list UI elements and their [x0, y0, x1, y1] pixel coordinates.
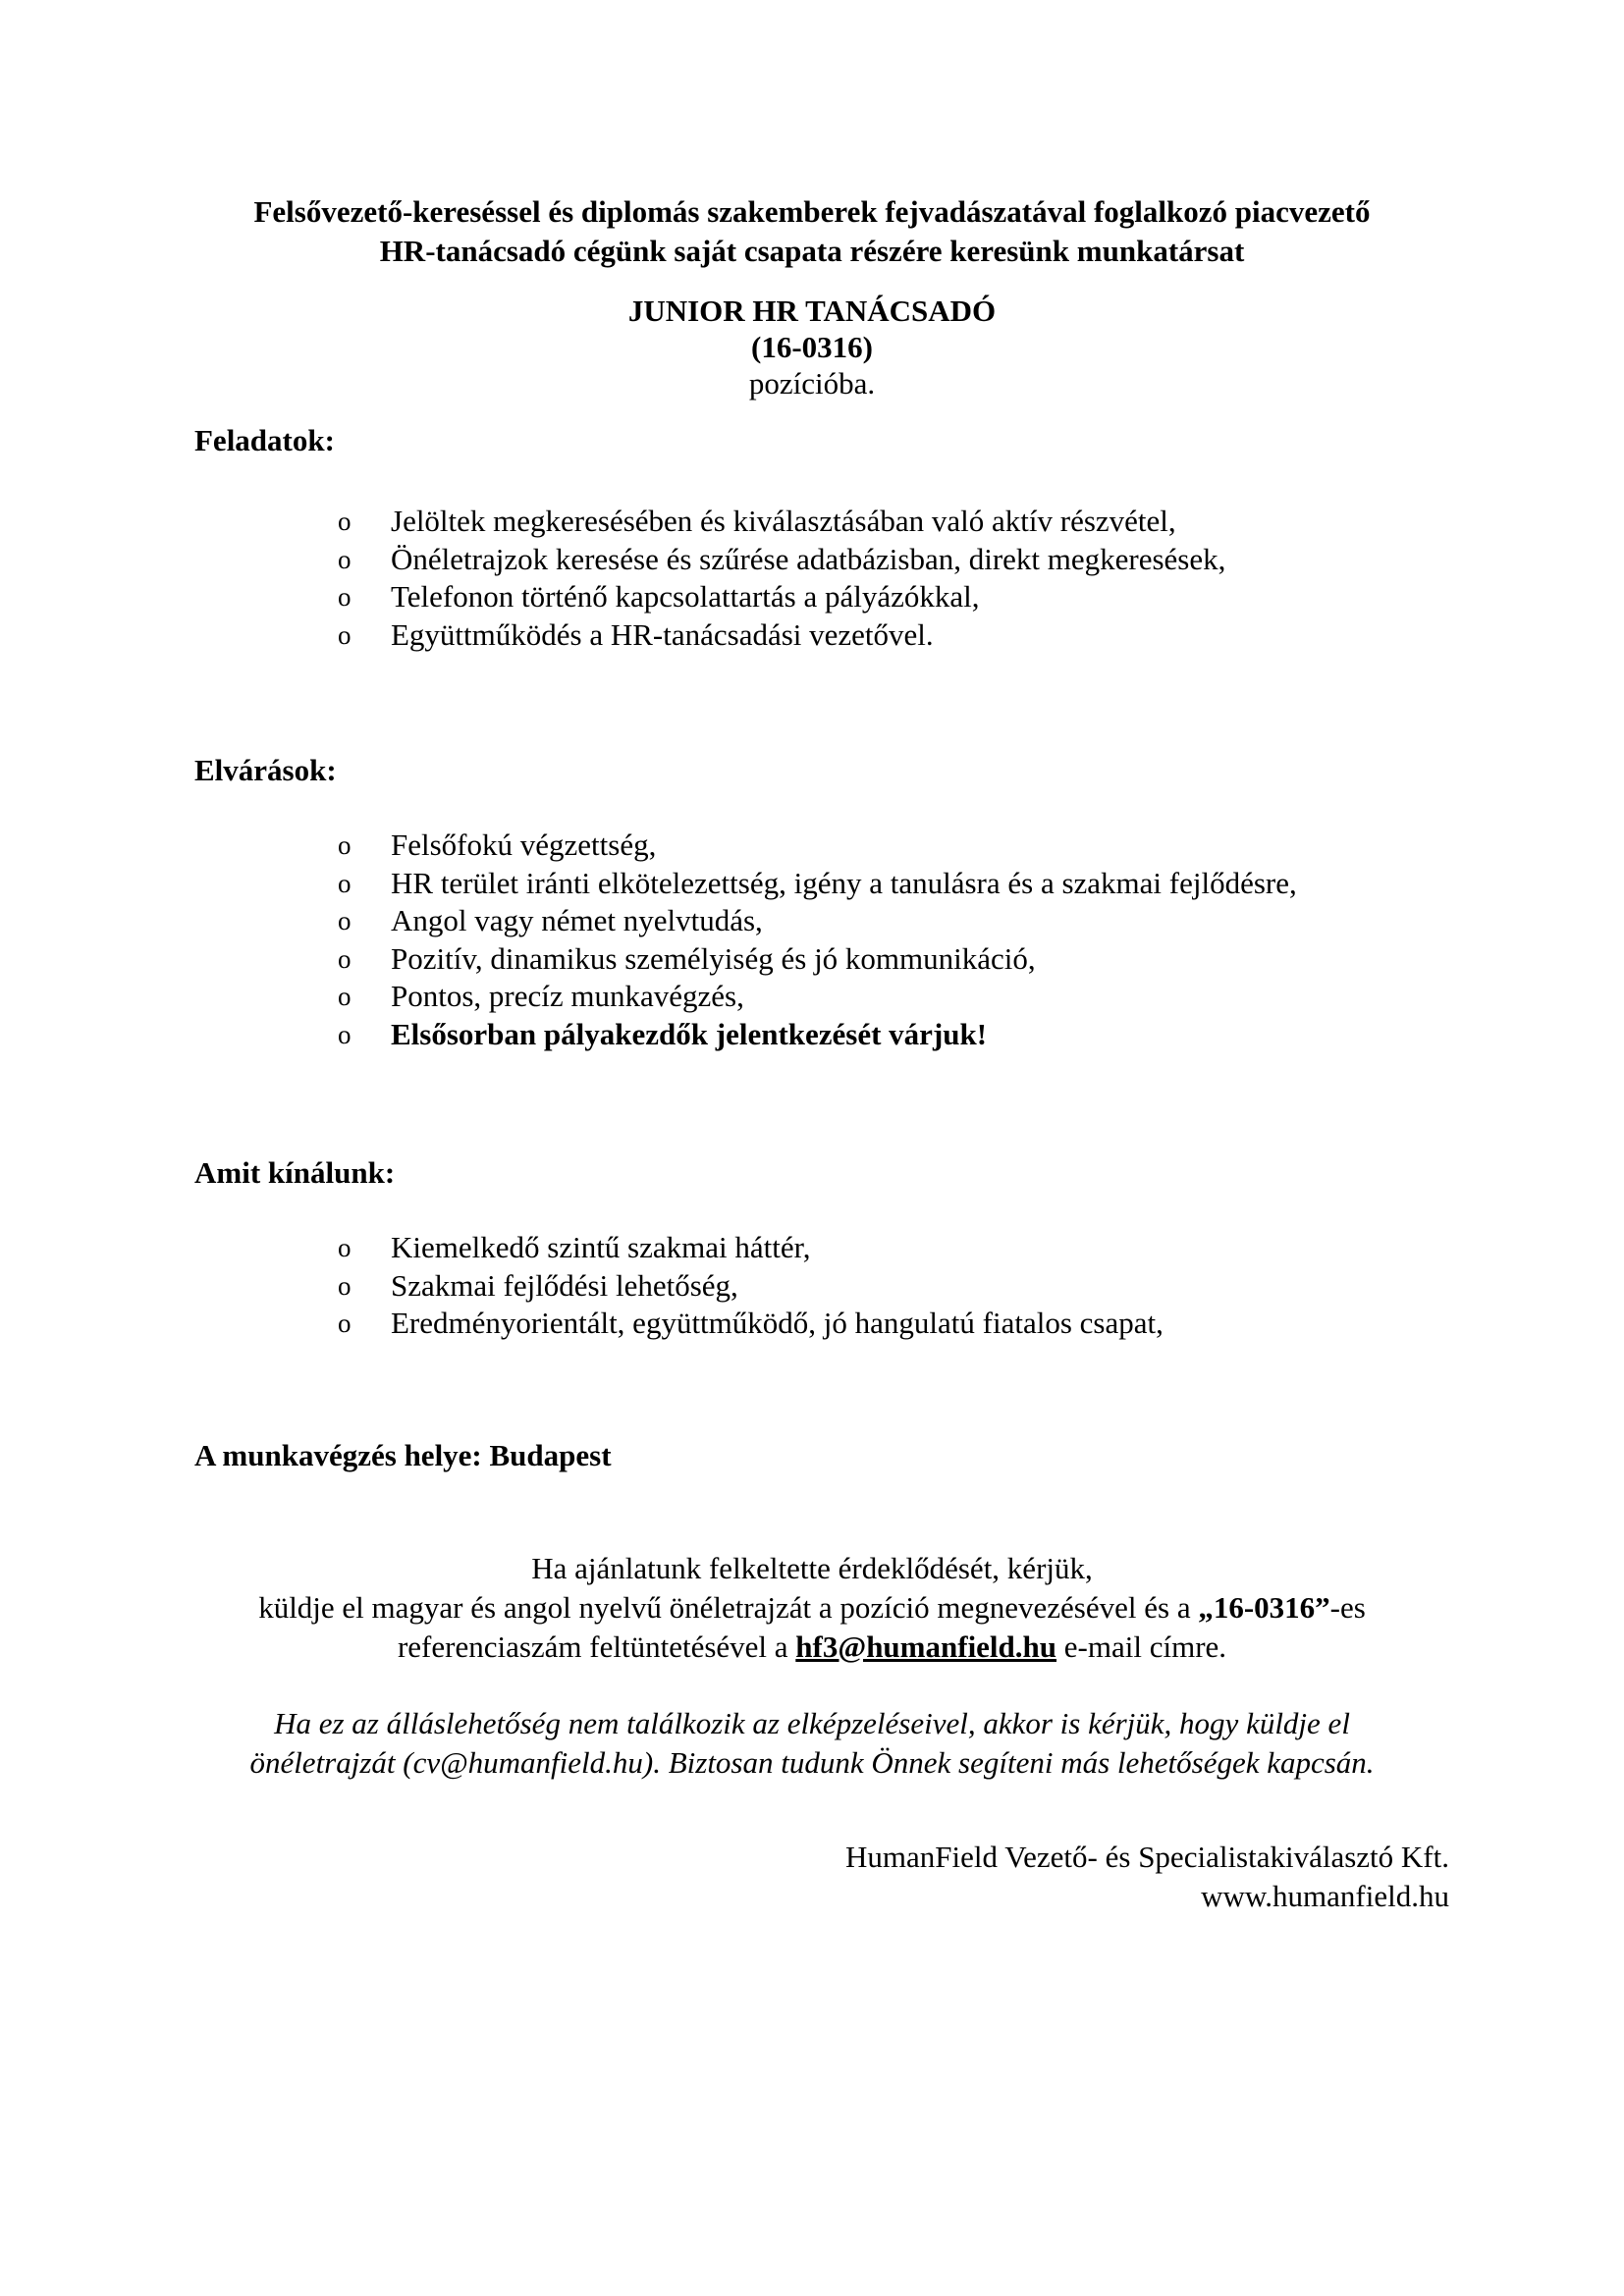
company-website[interactable]: www.humanfield.hu	[1201, 1879, 1449, 1913]
position-block	[147, 293, 1477, 401]
intro-line-1: Felsővezető-kereséssel és diplomás szakemberek fejvadászatával foglalkozó piacvezető	[253, 194, 1371, 229]
list-item: o Jelöltek megkeresésében és kiválasztásában való aktív részvétel,	[338, 503, 1225, 541]
bullet-marker: o	[338, 1233, 352, 1262]
list-item: o Együttműködés a HR-tanácsadási vezetővel.	[338, 616, 1225, 655]
requirements-list	[338, 827, 1297, 1054]
requirements-title: Elvárások:	[194, 753, 337, 787]
note-line-1: Ha ez az álláslehetőség nem találkozik az elképzeléseivel, akkor is kérjük, hogy küldje el	[274, 1706, 1350, 1740]
list-item: o Felsőfokú végzettség,	[338, 827, 1297, 865]
list-item: o Telefonon történő kapcsolattartás a pályázókkal,	[338, 578, 1225, 616]
apply-line-1: Ha ajánlatunk felkeltette érdeklődését, kérjük,	[531, 1551, 1093, 1585]
apply-line-2: küldje el magyar és angol nyelvű önéletrajzát a pozíció megnevezésével és a „16-0316”-es	[258, 1590, 1366, 1625]
list-item: o Szakmai fejlődési lehetőség,	[338, 1267, 1164, 1306]
work-location: A munkavégzés helye: Budapest	[194, 1438, 612, 1472]
list-item: o Eredményorientált, együttműködő, jó hangulatú fiatalos csapat,	[338, 1305, 1164, 1343]
offer-list	[338, 1229, 1164, 1343]
bullet-marker: o	[338, 507, 352, 536]
intro-heading	[147, 192, 1477, 271]
bullet-marker: o	[338, 830, 352, 860]
apply-line-3: referenciaszám feltüntetésével a hf3@humanfield.hu e-mail címre.	[397, 1629, 1227, 1664]
reference-code: „16-0316”	[1198, 1590, 1330, 1625]
list-item: o Kiemelkedő szintű szakmai háttér,	[338, 1229, 1164, 1267]
position-title: JUNIOR HR TANÁCSADÓ	[627, 294, 997, 328]
bullet-marker: o	[338, 1019, 352, 1049]
list-item: o Elsősorban pályakezdők jelentkezését várjuk!	[338, 1016, 1297, 1054]
bullet-marker: o	[338, 943, 352, 974]
bullet-marker: o	[338, 619, 352, 650]
signature-block	[845, 1838, 1449, 1916]
apply-instructions	[147, 1549, 1477, 1667]
bullet-marker: o	[338, 982, 352, 1012]
tasks-title: Feladatok:	[194, 423, 335, 457]
list-item: o Önéletrajzok keresése és szűrése adatbázisban, direkt megkeresések,	[338, 541, 1225, 579]
bullet-marker: o	[338, 1270, 352, 1301]
list-item: o HR terület iránti elkötelezettség, igény a tanulásra és a szakmai fejlődésre,	[338, 865, 1297, 903]
position-code: (16-0316)	[751, 330, 873, 364]
list-item: o Pontos, precíz munkavégzés,	[338, 978, 1297, 1016]
bullet-marker: o	[338, 582, 352, 613]
list-item: o Pozitív, dinamikus személyiség és jó kommunikáció,	[338, 940, 1297, 979]
list-item: o Angol vagy német nyelvtudás,	[338, 902, 1297, 940]
bullet-marker: o	[338, 1308, 352, 1339]
email-link[interactable]: hf3@humanfield.hu	[795, 1629, 1057, 1664]
tasks-list	[338, 503, 1225, 654]
company-name: HumanField Vezető- és Specialistakiválasztó Kft.	[845, 1840, 1449, 1874]
bullet-marker: o	[338, 868, 352, 898]
bullet-marker: o	[338, 544, 352, 574]
note-line-2: önéletrajzát (cv@humanfield.hu). Biztosan tudunk Önnek segíteni más lehetőségek kapcsán.	[249, 1745, 1375, 1780]
intro-line-2: HR-tanácsadó cégünk saját csapata részére keresünk munkatársat	[379, 234, 1245, 268]
bullet-marker: o	[338, 906, 352, 936]
general-cv-note	[147, 1704, 1477, 1783]
offer-title: Amit kínálunk:	[194, 1155, 396, 1190]
position-suffix: pozícióba.	[748, 366, 876, 400]
